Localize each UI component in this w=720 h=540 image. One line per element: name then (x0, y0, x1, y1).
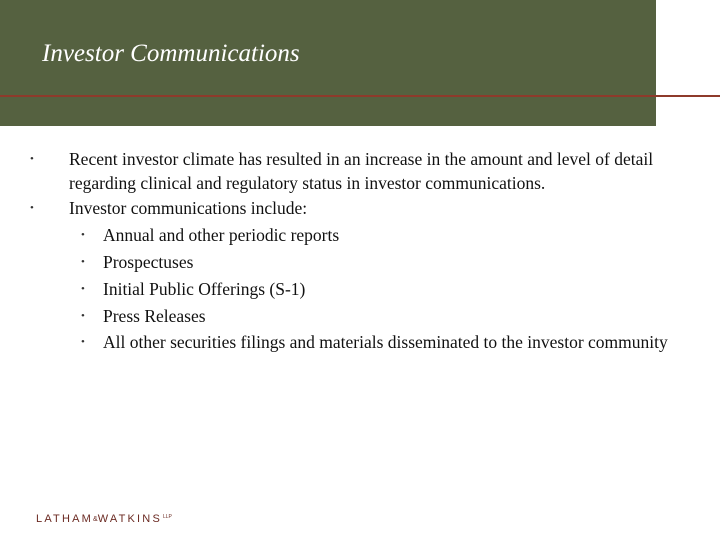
bullet-icon: • (81, 229, 85, 241)
sub-bullet-item (69, 222, 670, 249)
bullet-icon: • (30, 153, 34, 165)
sub-bullet-text: Annual and other periodic reports (103, 225, 340, 245)
sub-bullet-text: Prospectuses (103, 252, 194, 272)
bullet-icon: • (30, 202, 34, 214)
logo-name: LATHAM (36, 513, 94, 525)
sub-bullet-item (69, 330, 670, 354)
bullet-item (30, 195, 670, 354)
bullet-list (30, 147, 670, 354)
logo-name-2: WATKINS (97, 513, 162, 525)
bullet-icon: • (81, 336, 85, 348)
sub-bullet-list (69, 222, 670, 354)
logo-ampersand: & (93, 516, 98, 523)
latham-watkins-logo (36, 513, 172, 525)
slide-title: Investor Communications (42, 40, 300, 67)
sub-bullet-item (69, 303, 670, 330)
sub-bullet-item (69, 276, 670, 303)
sub-bullet-text: All other securities filings and materials disseminated to the investor community (103, 332, 668, 352)
bullet-text: Investor communications include: (69, 198, 308, 218)
bullet-icon: • (81, 256, 85, 268)
sub-bullet-item (69, 249, 670, 276)
sub-bullet-text: Press Releases (103, 306, 206, 326)
title-rule (0, 95, 720, 97)
bullet-icon: • (81, 283, 85, 295)
logo-suffix: LLP (162, 514, 172, 520)
bullet-text: Recent investor climate has resulted in an increase in the amount and level of detail regarding clinical and regulatory status in investor communications. (69, 149, 654, 193)
bullet-icon: • (81, 310, 85, 322)
bullet-item (30, 147, 670, 195)
slide-content (30, 147, 670, 354)
sub-bullet-text: Initial Public Offerings (S-1) (103, 279, 306, 299)
